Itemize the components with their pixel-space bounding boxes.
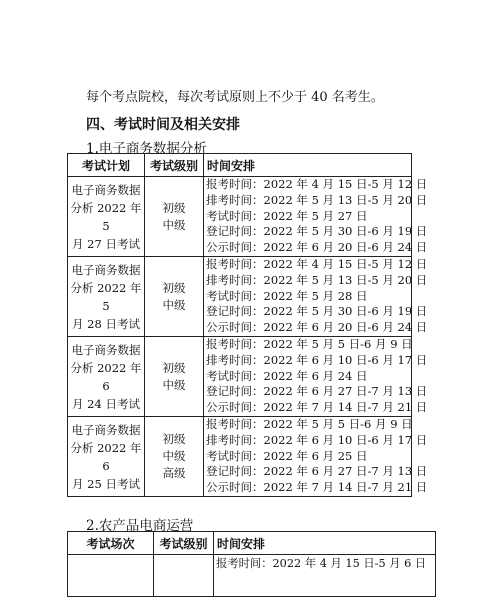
schedule-line: 排考时间：2022 年 5 月 13 日-5 月 20 日: [206, 272, 428, 287]
table-row: [68, 555, 436, 597]
table-row: [68, 177, 412, 257]
exam-schedule-table-agri: [67, 531, 436, 597]
header-schedule: 时间安排: [204, 154, 412, 177]
schedule-line: 登记时间：2022 年 6 月 27 日-7 月 13 日: [206, 464, 428, 479]
plan-line: 电子商务数据: [71, 342, 141, 357]
plan-line: 电子商务数据: [71, 262, 141, 277]
schedule-cell: [204, 257, 428, 337]
schedule-line: 报考时间：2022 年 4 月 15 日-5 月 12 日: [206, 257, 428, 271]
schedule-line: 公示时间：2022 年 6 月 20 日-6 月 24 日: [206, 320, 428, 335]
header-exam-level: 考试级别: [154, 532, 214, 555]
table-row: [68, 257, 412, 337]
level-line: 初级: [162, 200, 186, 215]
plan-line: 分析 2022 年 6: [70, 360, 142, 393]
plan-line: 分析 2022 年 5: [70, 280, 142, 313]
header-exam-session: 考试场次: [68, 532, 154, 555]
exam-plan-cell: [68, 337, 145, 417]
exam-session-cell: [68, 555, 154, 597]
level-line: 中级: [162, 297, 186, 312]
schedule-cell: [204, 337, 428, 417]
plan-line: 月 28 日考试: [72, 316, 140, 331]
schedule-line: 考试时间：2022 年 5 月 27 日: [206, 208, 368, 223]
schedule-cell: [204, 177, 428, 257]
table-header-row: [68, 154, 412, 177]
plan-line: 分析 2022 年 5: [70, 200, 142, 233]
exam-plan-cell: [68, 257, 145, 337]
exam-plan-cell: [68, 417, 145, 497]
schedule-line: 考试时间：2022 年 6 月 25 日: [206, 448, 368, 463]
header-schedule: 时间安排: [214, 532, 436, 555]
exam-level-cell: [145, 337, 204, 417]
subsection-title-agri-ecommerce: 2.农产品电商运营: [86, 518, 194, 534]
schedule-line: 报考时间：2022 年 4 月 15 日-5 月 6 日: [216, 557, 427, 570]
exam-level-cell: [154, 555, 214, 597]
schedule-line: 报考时间：2022 年 5 月 5 日-6 月 9 日: [206, 417, 413, 431]
schedule-cell: [204, 417, 428, 497]
schedule-line: 考试时间：2022 年 5 月 28 日: [206, 288, 368, 303]
schedule-line: 排考时间：2022 年 5 月 13 日-5 月 20 日: [206, 192, 428, 207]
schedule-line: 公示时间：2022 年 7 月 14 日-7 月 21 日: [206, 480, 428, 495]
table-row: [68, 337, 412, 417]
level-line: 高级: [162, 466, 186, 480]
schedule-line: 报考时间：2022 年 4 月 15 日-5 月 12 日: [206, 177, 428, 191]
exam-schedule-table-ecommerce: [67, 153, 428, 497]
level-line: 中级: [162, 377, 186, 392]
plan-line: 分析 2022 年 6: [70, 440, 142, 473]
level-line: 初级: [162, 280, 186, 295]
plan-line: 月 25 日考试: [72, 476, 140, 491]
exam-level-cell: [145, 177, 204, 257]
schedule-line: 公示时间：2022 年 7 月 14 日-7 月 21 日: [206, 400, 428, 415]
plan-line: 电子商务数据: [71, 422, 141, 437]
level-line: 初级: [162, 360, 186, 375]
schedule-line: 考试时间：2022 年 6 月 24 日: [206, 368, 368, 383]
header-exam-plan: 考试计划: [68, 154, 145, 177]
schedule-cell: [214, 555, 436, 597]
exam-level-cell: [145, 417, 204, 497]
subsection-title-ecommerce-data-analysis: 1.电子商务数据分析: [86, 141, 207, 157]
schedule-line: 排考时间：2022 年 6 月 10 日-6 月 17 日: [206, 352, 428, 367]
intro-paragraph: 每个考点院校，每次考试原则上不少于 40 名考生。: [86, 90, 384, 105]
schedule-line: 公示时间：2022 年 6 月 20 日-6 月 24 日: [206, 240, 428, 255]
exam-level-cell: [145, 257, 204, 337]
exam-plan-cell: [68, 177, 145, 257]
schedule-line: 报考时间：2022 年 5 月 5 日-6 月 9 日: [206, 337, 413, 351]
header-exam-level: 考试级别: [145, 154, 204, 177]
schedule-line: 登记时间：2022 年 5 月 30 日-6 月 19 日: [206, 304, 428, 319]
table-header-row: [68, 532, 436, 555]
schedule-line: 登记时间：2022 年 5 月 30 日-6 月 19 日: [206, 224, 428, 239]
section-heading: 四、考试时间及相关安排: [86, 117, 240, 133]
plan-line: 月 27 日考试: [72, 236, 140, 251]
level-line: 初级: [162, 432, 186, 446]
level-line: 中级: [162, 217, 186, 232]
schedule-line: 登记时间：2022 年 6 月 27 日-7 月 13 日: [206, 384, 428, 399]
table-row: [68, 417, 412, 497]
plan-line: 电子商务数据: [71, 182, 141, 197]
schedule-line: 排考时间：2022 年 6 月 10 日-6 月 17 日: [206, 432, 428, 447]
level-line: 中级: [162, 449, 186, 463]
plan-line: 月 24 日考试: [72, 396, 140, 411]
